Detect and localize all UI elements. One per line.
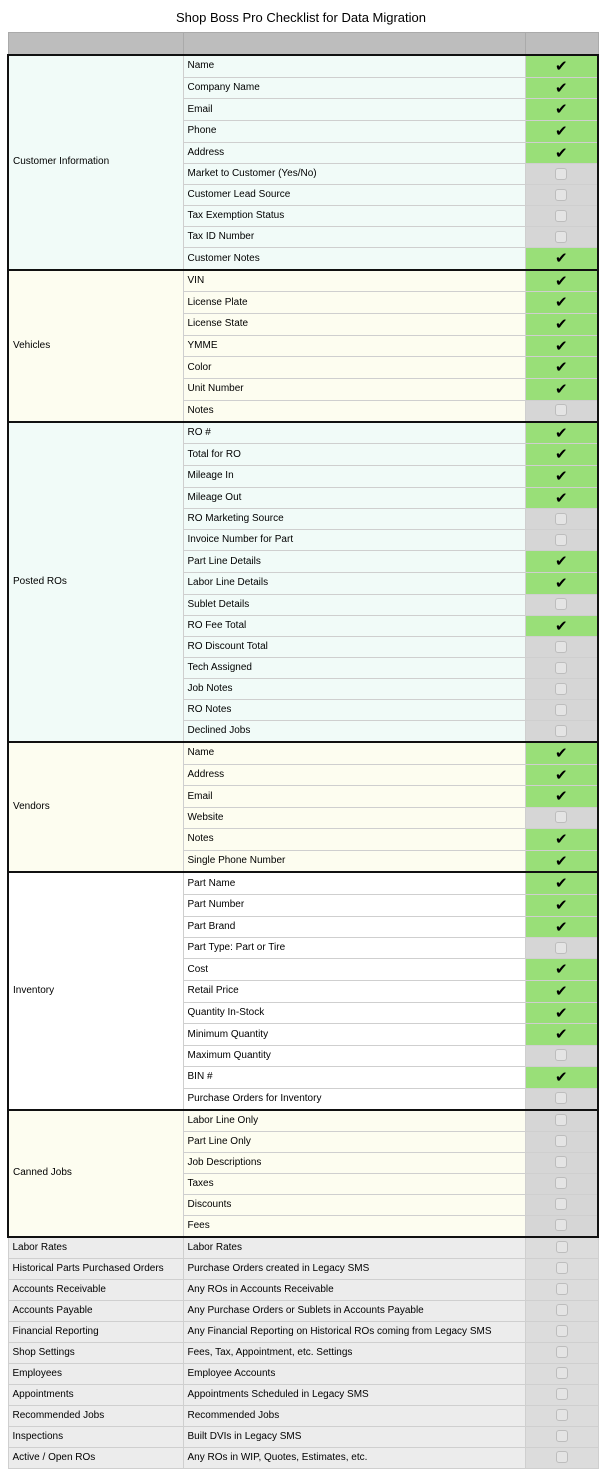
field-cell: Customer Notes xyxy=(183,248,525,270)
field-cell: Recommended Jobs xyxy=(183,1405,525,1426)
empty-checkbox-icon xyxy=(555,662,567,674)
group-canned-jobs xyxy=(8,1110,598,1237)
category-cell: Canned Jobs xyxy=(8,1110,183,1237)
empty-checkbox-icon xyxy=(555,704,567,716)
checkbox-cell[interactable] xyxy=(525,742,598,764)
field-cell: Fees, Tax, Appointment, etc. Settings xyxy=(183,1342,525,1363)
checkmark-icon: ✔ xyxy=(554,744,568,763)
checkmark-icon: ✔ xyxy=(554,1025,568,1044)
group-inventory xyxy=(8,872,598,1109)
field-cell: Purchase Orders for Inventory xyxy=(183,1088,525,1110)
field-cell: Any Financial Reporting on Historical ROs coming from Legacy SMS xyxy=(183,1321,525,1342)
field-cell: RO Fee Total xyxy=(183,615,525,637)
field-cell: Customer Lead Source xyxy=(183,185,525,206)
category-cell: Vendors xyxy=(8,742,183,872)
table-row xyxy=(8,55,598,77)
field-cell: Mileage Out xyxy=(183,487,525,509)
header-cell-field xyxy=(183,33,525,56)
field-cell: Part Line Details xyxy=(183,551,525,573)
table-row xyxy=(8,1110,598,1132)
category-cell: Shop Settings xyxy=(8,1342,183,1363)
page-title: Shop Boss Pro Checklist for Data Migration xyxy=(176,10,426,25)
field-cell: Part Brand xyxy=(183,916,525,938)
checkbox-cell[interactable] xyxy=(525,227,598,248)
checkbox-cell[interactable] xyxy=(525,77,598,99)
field-cell: Part Line Only xyxy=(183,1131,525,1152)
table-row xyxy=(8,1237,598,1259)
empty-checkbox-icon xyxy=(555,1177,567,1189)
empty-checkbox-icon xyxy=(556,1367,568,1379)
table-row xyxy=(8,1363,598,1384)
field-cell: VIN xyxy=(183,270,525,292)
table-row xyxy=(8,1342,598,1363)
table-row xyxy=(8,1321,598,1342)
field-cell: RO Discount Total xyxy=(183,637,525,658)
checkmark-icon: ✔ xyxy=(554,380,568,399)
empty-checkbox-icon xyxy=(555,683,567,695)
field-cell: License Plate xyxy=(183,292,525,314)
field-cell: Cost xyxy=(183,959,525,981)
empty-checkbox-icon xyxy=(556,1325,568,1337)
checkbox-cell[interactable] xyxy=(525,465,598,487)
empty-checkbox-icon xyxy=(555,404,567,416)
checkmark-icon: ✔ xyxy=(554,552,568,571)
checkbox-cell[interactable] xyxy=(525,1002,598,1024)
field-cell: Declined Jobs xyxy=(183,721,525,743)
empty-checkbox-icon xyxy=(555,598,567,610)
checkbox-cell[interactable] xyxy=(525,120,598,142)
checkbox-cell[interactable] xyxy=(525,1363,598,1384)
checkbox-cell[interactable] xyxy=(525,206,598,227)
field-cell: Quantity In-Stock xyxy=(183,1002,525,1024)
checkbox-cell[interactable] xyxy=(525,270,598,292)
field-cell: Part Name xyxy=(183,872,525,894)
field-cell: Employee Accounts xyxy=(183,1363,525,1384)
field-cell: Tax Exemption Status xyxy=(183,206,525,227)
table-row xyxy=(8,1384,598,1405)
empty-checkbox-icon xyxy=(555,1092,567,1104)
checkbox-cell[interactable] xyxy=(525,248,598,270)
checkbox-cell[interactable] xyxy=(525,1215,598,1237)
field-cell: BIN # xyxy=(183,1066,525,1088)
empty-checkbox-icon xyxy=(555,725,567,737)
checkmark-icon: ✔ xyxy=(554,315,568,334)
empty-checkbox-icon xyxy=(555,1156,567,1168)
empty-checkbox-icon xyxy=(555,168,567,180)
field-cell: Website xyxy=(183,808,525,829)
category-cell: Posted ROs xyxy=(8,422,183,742)
field-cell: Market to Customer (Yes/No) xyxy=(183,164,525,185)
field-cell: Invoice Number for Part xyxy=(183,530,525,551)
table-row xyxy=(8,872,598,894)
field-cell: Any Purchase Orders or Sublets in Accounts Payable xyxy=(183,1300,525,1321)
field-cell: Taxes xyxy=(183,1173,525,1194)
category-cell: Active / Open ROs xyxy=(8,1447,183,1468)
ungrouped-rows xyxy=(8,1237,598,1469)
checkbox-cell[interactable] xyxy=(525,1088,598,1110)
field-cell: Retail Price xyxy=(183,980,525,1002)
field-cell: Mileage In xyxy=(183,465,525,487)
checkbox-cell[interactable] xyxy=(525,509,598,530)
category-cell: Accounts Receivable xyxy=(8,1279,183,1300)
checkmark-icon: ✔ xyxy=(554,616,568,635)
checkbox-cell[interactable] xyxy=(525,1131,598,1152)
field-cell: Labor Line Only xyxy=(183,1110,525,1132)
checkbox-cell[interactable] xyxy=(525,530,598,551)
checkmark-icon: ✔ xyxy=(554,488,568,507)
checkbox-cell[interactable] xyxy=(525,379,598,401)
empty-checkbox-icon xyxy=(555,1198,567,1210)
field-cell: Fees xyxy=(183,1215,525,1237)
checkbox-cell[interactable] xyxy=(525,637,598,658)
checkbox-cell[interactable] xyxy=(525,1447,598,1468)
checkbox-cell[interactable] xyxy=(525,99,598,121)
empty-checkbox-icon xyxy=(556,1283,568,1295)
empty-checkbox-icon xyxy=(555,231,567,243)
category-cell: Vehicles xyxy=(8,270,183,422)
field-cell: Any ROs in WIP, Quotes, Estimates, etc. xyxy=(183,1447,525,1468)
empty-checkbox-icon xyxy=(555,1049,567,1061)
category-cell: Customer Information xyxy=(8,55,183,270)
header-cell-check xyxy=(525,33,598,56)
empty-checkbox-icon xyxy=(555,513,567,525)
checkbox-cell[interactable] xyxy=(525,1426,598,1447)
field-cell: Labor Line Details xyxy=(183,572,525,594)
field-cell: Email xyxy=(183,786,525,808)
checkmark-icon: ✔ xyxy=(554,121,568,140)
checkbox-cell[interactable] xyxy=(525,850,598,872)
category-cell: Employees xyxy=(8,1363,183,1384)
checkbox-cell[interactable] xyxy=(525,829,598,851)
field-cell: Part Number xyxy=(183,895,525,917)
empty-checkbox-icon xyxy=(555,189,567,201)
checkbox-cell[interactable] xyxy=(525,1024,598,1046)
checkmark-icon: ✔ xyxy=(554,466,568,485)
checkbox-cell[interactable] xyxy=(525,1279,598,1300)
checkbox-cell[interactable] xyxy=(525,1152,598,1173)
checkbox-cell[interactable] xyxy=(525,594,598,615)
empty-checkbox-icon xyxy=(556,1451,568,1463)
checkbox-cell[interactable] xyxy=(525,1110,598,1132)
checkbox-cell[interactable] xyxy=(525,1384,598,1405)
field-cell: Tax ID Number xyxy=(183,227,525,248)
field-cell: Discounts xyxy=(183,1194,525,1215)
field-cell: Email xyxy=(183,99,525,121)
checkbox-cell[interactable] xyxy=(525,551,598,573)
field-cell: Built DVIs in Legacy SMS xyxy=(183,1426,525,1447)
field-cell: License State xyxy=(183,314,525,336)
table-row xyxy=(8,1258,598,1279)
checklist-sheet xyxy=(7,32,597,1469)
table-row xyxy=(8,1300,598,1321)
checkmark-icon: ✔ xyxy=(554,896,568,915)
checkbox-cell[interactable] xyxy=(525,1300,598,1321)
field-cell: Company Name xyxy=(183,77,525,99)
checkbox-cell[interactable] xyxy=(525,700,598,721)
category-cell: Inventory xyxy=(8,872,183,1109)
field-cell: Any ROs in Accounts Receivable xyxy=(183,1279,525,1300)
checkmark-icon: ✔ xyxy=(554,249,568,268)
field-cell: Address xyxy=(183,764,525,786)
checkmark-icon: ✔ xyxy=(554,78,568,97)
checkbox-cell[interactable] xyxy=(525,980,598,1002)
checkmark-icon: ✔ xyxy=(554,358,568,377)
checkbox-cell[interactable] xyxy=(525,786,598,808)
field-cell: RO # xyxy=(183,422,525,444)
checkbox-cell[interactable] xyxy=(525,55,598,77)
checkmark-icon: ✔ xyxy=(554,271,568,290)
checkbox-cell[interactable] xyxy=(525,1321,598,1342)
checkbox-cell[interactable] xyxy=(525,142,598,164)
header-cell-category xyxy=(8,33,183,56)
checkmark-icon: ✔ xyxy=(554,573,568,592)
empty-checkbox-icon xyxy=(556,1388,568,1400)
empty-checkbox-icon xyxy=(556,1241,568,1253)
checkbox-cell[interactable] xyxy=(525,314,598,336)
category-cell: Appointments xyxy=(8,1384,183,1405)
group-posted-ros xyxy=(8,422,598,742)
checkbox-cell[interactable] xyxy=(525,422,598,444)
checkmark-icon: ✔ xyxy=(554,445,568,464)
empty-checkbox-icon xyxy=(555,641,567,653)
checkbox-cell[interactable] xyxy=(525,808,598,829)
field-cell: Tech Assigned xyxy=(183,658,525,679)
checkmark-icon: ✔ xyxy=(554,960,568,979)
checkmark-icon: ✔ xyxy=(554,765,568,784)
table-row xyxy=(8,742,598,764)
checkmark-icon: ✔ xyxy=(554,917,568,936)
checkbox-cell[interactable] xyxy=(525,400,598,422)
checkbox-cell[interactable] xyxy=(525,335,598,357)
field-cell: Appointments Scheduled in Legacy SMS xyxy=(183,1384,525,1405)
empty-checkbox-icon xyxy=(555,1114,567,1126)
field-cell: Name xyxy=(183,742,525,764)
field-cell: Part Type: Part or Tire xyxy=(183,938,525,959)
table-row xyxy=(8,1426,598,1447)
empty-checkbox-icon xyxy=(555,534,567,546)
checkmark-icon: ✔ xyxy=(554,100,568,119)
checkmark-icon: ✔ xyxy=(554,1067,568,1086)
field-cell: Job Notes xyxy=(183,679,525,700)
checkbox-cell[interactable] xyxy=(525,164,598,185)
category-cell: Inspections xyxy=(8,1426,183,1447)
field-cell: Job Descriptions xyxy=(183,1152,525,1173)
empty-checkbox-icon xyxy=(555,811,567,823)
field-cell: Maximum Quantity xyxy=(183,1045,525,1066)
checkbox-cell[interactable] xyxy=(525,721,598,743)
checkbox-cell[interactable] xyxy=(525,1194,598,1215)
category-cell: Accounts Payable xyxy=(8,1300,183,1321)
checkbox-cell[interactable] xyxy=(525,444,598,466)
empty-checkbox-icon xyxy=(556,1304,568,1316)
category-cell: Historical Parts Purchased Orders xyxy=(8,1258,183,1279)
category-cell: Labor Rates xyxy=(8,1237,183,1259)
checkmark-icon: ✔ xyxy=(554,293,568,312)
checklist-table xyxy=(7,32,599,1469)
field-cell: Address xyxy=(183,142,525,164)
checkbox-cell[interactable] xyxy=(525,572,598,594)
checkmark-icon: ✔ xyxy=(554,981,568,1000)
table-row xyxy=(8,1447,598,1468)
empty-checkbox-icon xyxy=(556,1262,568,1274)
checkbox-cell[interactable] xyxy=(525,1258,598,1279)
empty-checkbox-icon xyxy=(555,1219,567,1231)
table-row xyxy=(8,1405,598,1426)
field-cell: RO Marketing Source xyxy=(183,509,525,530)
field-cell: Notes xyxy=(183,400,525,422)
empty-checkbox-icon xyxy=(556,1346,568,1358)
empty-checkbox-icon xyxy=(555,942,567,954)
checkbox-cell[interactable] xyxy=(525,1237,598,1259)
field-cell: Color xyxy=(183,357,525,379)
checkbox-cell[interactable] xyxy=(525,487,598,509)
checkbox-cell[interactable] xyxy=(525,292,598,314)
checkbox-cell[interactable] xyxy=(525,615,598,637)
empty-checkbox-icon xyxy=(556,1409,568,1421)
empty-checkbox-icon xyxy=(555,210,567,222)
checkmark-icon: ✔ xyxy=(554,851,568,870)
group-vehicles xyxy=(8,270,598,422)
checkbox-cell[interactable] xyxy=(525,895,598,917)
empty-checkbox-icon xyxy=(555,1135,567,1147)
checkbox-cell[interactable] xyxy=(525,1045,598,1066)
checkmark-icon: ✔ xyxy=(554,1003,568,1022)
checkbox-cell[interactable] xyxy=(525,959,598,981)
checkmark-icon: ✔ xyxy=(554,57,568,75)
table-row xyxy=(8,270,598,292)
field-cell: YMME xyxy=(183,335,525,357)
field-cell: Single Phone Number xyxy=(183,850,525,872)
checkmark-icon: ✔ xyxy=(554,143,568,162)
empty-checkbox-icon xyxy=(556,1430,568,1442)
checkbox-cell[interactable] xyxy=(525,185,598,206)
checkbox-cell[interactable] xyxy=(525,1342,598,1363)
field-cell: Name xyxy=(183,55,525,77)
category-cell: Financial Reporting xyxy=(8,1321,183,1342)
checkbox-cell[interactable] xyxy=(525,1173,598,1194)
group-vendors xyxy=(8,742,598,872)
checkbox-cell[interactable] xyxy=(525,1066,598,1088)
table-row xyxy=(8,422,598,444)
checkbox-cell[interactable] xyxy=(525,872,598,894)
checkbox-cell[interactable] xyxy=(525,1405,598,1426)
checkbox-cell[interactable] xyxy=(525,916,598,938)
field-cell: Unit Number xyxy=(183,379,525,401)
checkbox-cell[interactable] xyxy=(525,658,598,679)
checkmark-icon: ✔ xyxy=(554,336,568,355)
checkmark-icon: ✔ xyxy=(554,423,568,442)
field-cell: Notes xyxy=(183,829,525,851)
checkbox-cell[interactable] xyxy=(525,938,598,959)
field-cell: Labor Rates xyxy=(183,1237,525,1259)
checkbox-cell[interactable] xyxy=(525,357,598,379)
checkbox-cell[interactable] xyxy=(525,679,598,700)
table-row xyxy=(8,1279,598,1300)
field-cell: Total for RO xyxy=(183,444,525,466)
field-cell: Minimum Quantity xyxy=(183,1024,525,1046)
field-cell: Sublet Details xyxy=(183,594,525,615)
header-row xyxy=(8,33,598,56)
field-cell: Phone xyxy=(183,120,525,142)
checkmark-icon: ✔ xyxy=(554,874,568,893)
category-cell: Recommended Jobs xyxy=(8,1405,183,1426)
checkbox-cell[interactable] xyxy=(525,764,598,786)
group-customer-information xyxy=(8,55,598,270)
field-cell: RO Notes xyxy=(183,700,525,721)
checkmark-icon: ✔ xyxy=(554,830,568,849)
checkmark-icon: ✔ xyxy=(554,787,568,806)
field-cell: Purchase Orders created in Legacy SMS xyxy=(183,1258,525,1279)
